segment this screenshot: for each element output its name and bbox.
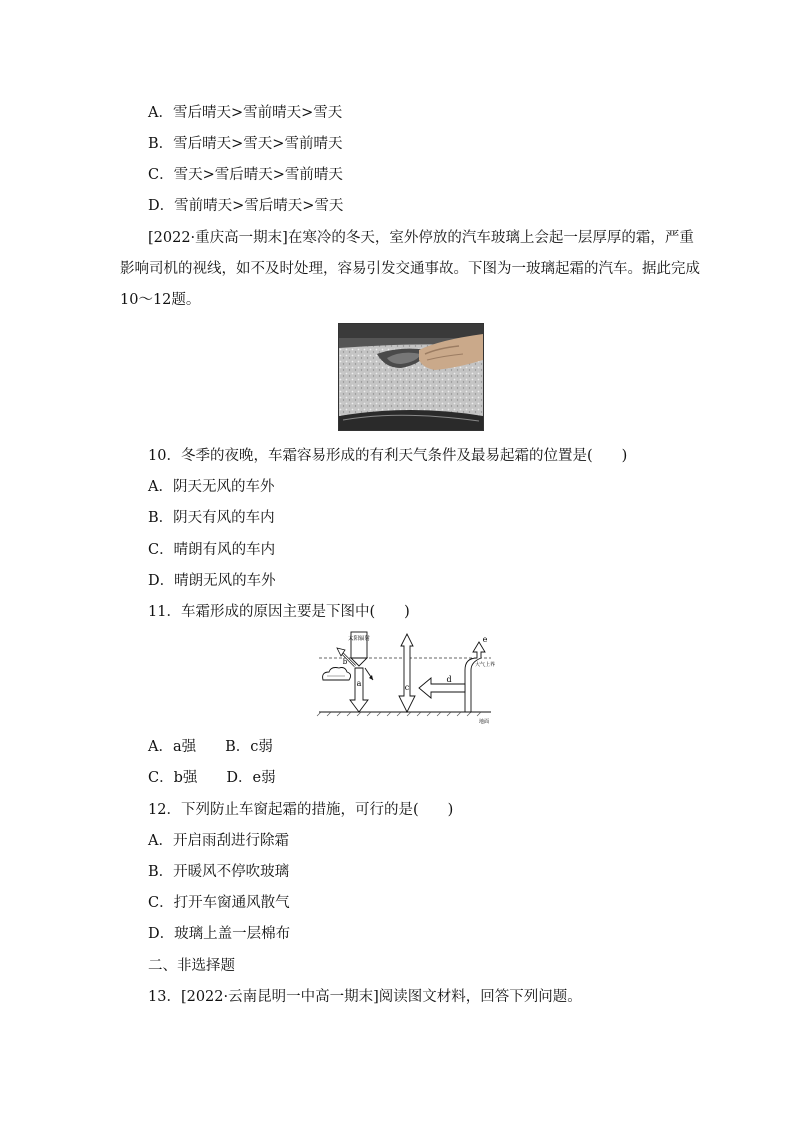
- prev-option-c: C．雪天>雪后晴天>雪前晴天: [148, 167, 343, 183]
- prev-option-d: D．雪前晴天>雪后晴天>雪天: [148, 198, 344, 214]
- atmosphere-top-label: 大气上界: [475, 662, 495, 668]
- ground-label: 地面: [479, 719, 490, 725]
- label-c: c: [404, 683, 410, 692]
- q10-option-d: D．晴朗无风的车外: [148, 573, 276, 589]
- q11-option-cd: C．b强 D．e弱: [148, 770, 276, 786]
- label-e: e: [482, 635, 488, 644]
- q10-stem: 10．冬季的夜晚，车霜容易形成的有利天气条件及最易起霜的位置是( ): [148, 448, 628, 464]
- passage-line-3: 10～12题。: [120, 292, 201, 308]
- section-heading: 二、非选择题: [148, 958, 235, 974]
- label-b: b: [342, 658, 348, 666]
- q12-stem: 12．下列防止车窗起霜的措施，可行的是( ): [148, 802, 454, 818]
- prev-option-a: A．雪后晴天>雪前晴天>雪天: [148, 105, 343, 121]
- q12-option-a: A．开启雨刮进行除霜: [148, 833, 289, 849]
- label-d: d: [446, 675, 452, 684]
- q11-stem: 11．车霜形成的原因主要是下图中( ): [148, 604, 410, 620]
- q12-option-c: C．打开车窗通风散气: [148, 895, 290, 911]
- q11-option-ab: A．a强 B．c弱: [148, 739, 273, 755]
- q12-option-d: D．玻璃上盖一层棉布: [148, 926, 291, 942]
- q10-option-c: C．晴朗有风的车内: [148, 542, 276, 558]
- q10-option-b: B．阴天有风的车内: [148, 510, 275, 526]
- passage-line-2: 影响司机的视线，如不及时处理，容易引发交通事故。下图为一玻璃起霜的汽车。据此完成: [120, 261, 700, 277]
- label-a: a: [356, 679, 362, 688]
- frosted-car-photo: [338, 323, 484, 431]
- prev-option-b: B．雪后晴天>雪天>雪前晴天: [148, 136, 343, 152]
- passage-line-1: [2022·重庆高一期末]在寒冷的冬天，室外停放的汽车玻璃上会起一层厚厚的霜，严重: [148, 230, 694, 246]
- q13-stem: 13．[2022·云南昆明一中高一期末]阅读图文材料，回答下列问题。: [148, 989, 582, 1005]
- sun-radiation-label: 太阳辐射: [347, 636, 371, 642]
- q10-option-a: A．阴天无风的车外: [148, 479, 275, 495]
- radiation-diagram: [315, 630, 495, 726]
- q12-option-b: B．开暖风不停吹玻璃: [148, 864, 290, 880]
